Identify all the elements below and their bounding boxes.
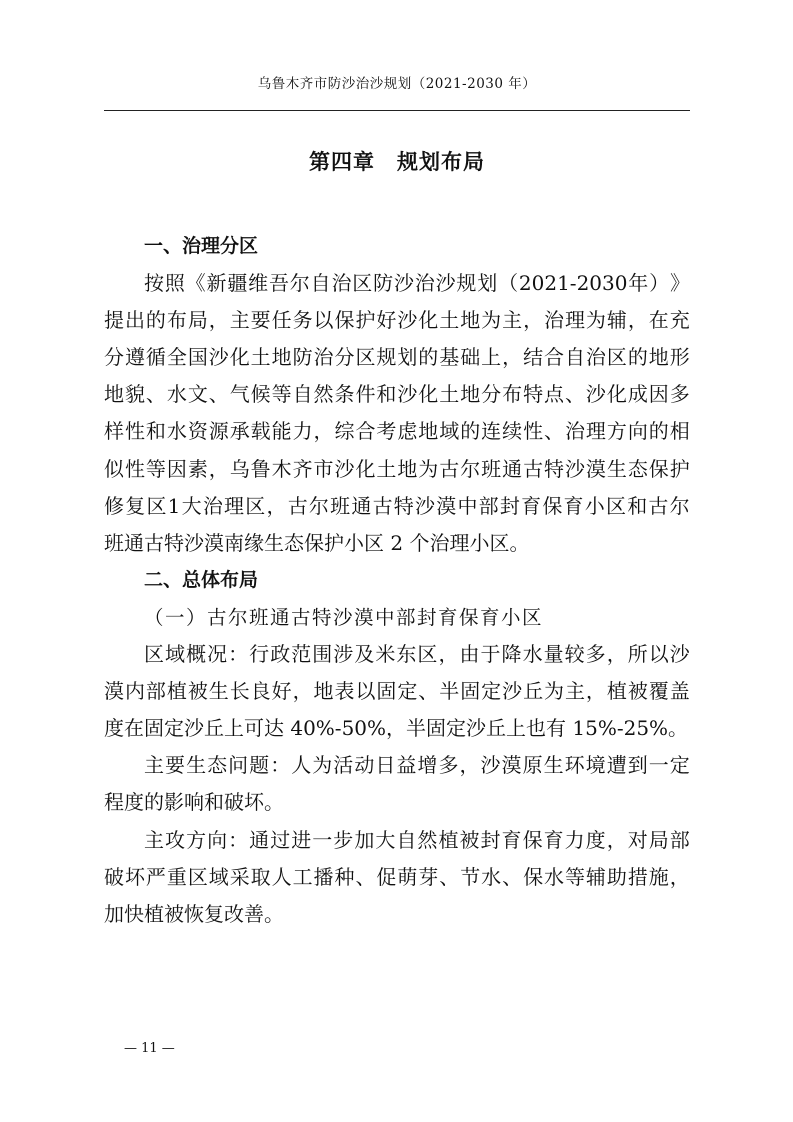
- body-line: 漠 内 部 植 被 生 长 良 好 ， 地 表 以 固 定 、 半 固 定 沙 丘 为 主 ， 植 被 覆 盖: [104, 679, 690, 704]
- paragraph-last-line: 加快植被恢复改善。: [104, 901, 284, 926]
- body-line: 样 性 和 水 资 源 承 载 能 力 ， 综 合 考 虑 地 域 的 连 续 性 、 治 理 方 向 的 相: [104, 419, 690, 444]
- body-line: 似 性 等 因 素 ， 乌 鲁 木 齐 市 沙 化 土 地 为 古 尔 班 通 古 特 沙 漠 生 态 保 护: [104, 456, 690, 481]
- paragraph-last-line: 度在固定沙丘上可达 40%-50%，半固定沙丘上也有 15%-25%。: [104, 716, 689, 741]
- paragraph-last-line: 程度的影响和破坏。: [104, 790, 284, 815]
- body-line: 修 复 区 1 大 治 理 区 ， 古 尔 班 通 古 特 沙 漠 中 部 封 育 保 育 小 区 和 古 尔: [104, 493, 690, 518]
- paragraph-first-line: 主 攻 方 向 ： 通 过 进 一 步 加 大 自 然 植 被 封 育 保 育 力 度 ， 对 局 部: [144, 827, 690, 852]
- section-heading: 一、治理分区: [144, 235, 259, 257]
- paragraph-first-line: 按 照 《 新 疆 维 吾 尔 自 治 区 防 沙 治 沙 规 划 （ 2021-2030 年 ） 》: [144, 271, 690, 296]
- body-line: 提 出 的 布 局 ， 主 要 任 务 以 保 护 好 沙 化 土 地 为 主 ， 治 理 为 辅 ， 在 充: [104, 308, 690, 333]
- paragraph-first-line: 区 域 概 况 ： 行 政 范 围 涉 及 米 东 区 ， 由 于 降 水 量 较 多 ， 所 以 沙: [144, 642, 690, 667]
- body-line: 地 貌 、 水 文 、 气 候 等 自 然 条 件 和 沙 化 土 地 分 布 特 点 、 沙 化 成 因 多: [104, 382, 690, 407]
- body-text: [104, 228, 690, 933]
- chapter-title: 第四章 规划布局: [309, 149, 485, 174]
- paragraph-last-line: 班通古特沙漠南缘生态保护小区 2 个治理小区。: [104, 530, 530, 555]
- header-rule: [104, 110, 690, 111]
- paragraph-first-line: 主 要 生 态 问 题 ： 人 为 活 动 日 益 增 多 ， 沙 漠 原 生 环 境 遭 到 一 定: [144, 753, 690, 778]
- body-line: 分 遵 循 全 国 沙 化 土 地 防 治 分 区 规 划 的 基 础 上 ， 结 合 自 治 区 的 地 形: [104, 345, 690, 370]
- subsection-heading: （一）古尔班通古特沙漠中部封育保育小区: [144, 605, 544, 629]
- body-line: 破 坏 严 重 区 域 采 取 人 工 播 种 、 促 萌 芽 、 节 水 、 保 水 等 辅 助 措 施 ，: [104, 864, 690, 889]
- page-number: — 11 —: [124, 1041, 175, 1056]
- section-heading: 二、总体布局: [144, 568, 259, 591]
- running-header: 乌鲁木齐市防沙治沙规划（2021-2030 年）: [257, 76, 537, 92]
